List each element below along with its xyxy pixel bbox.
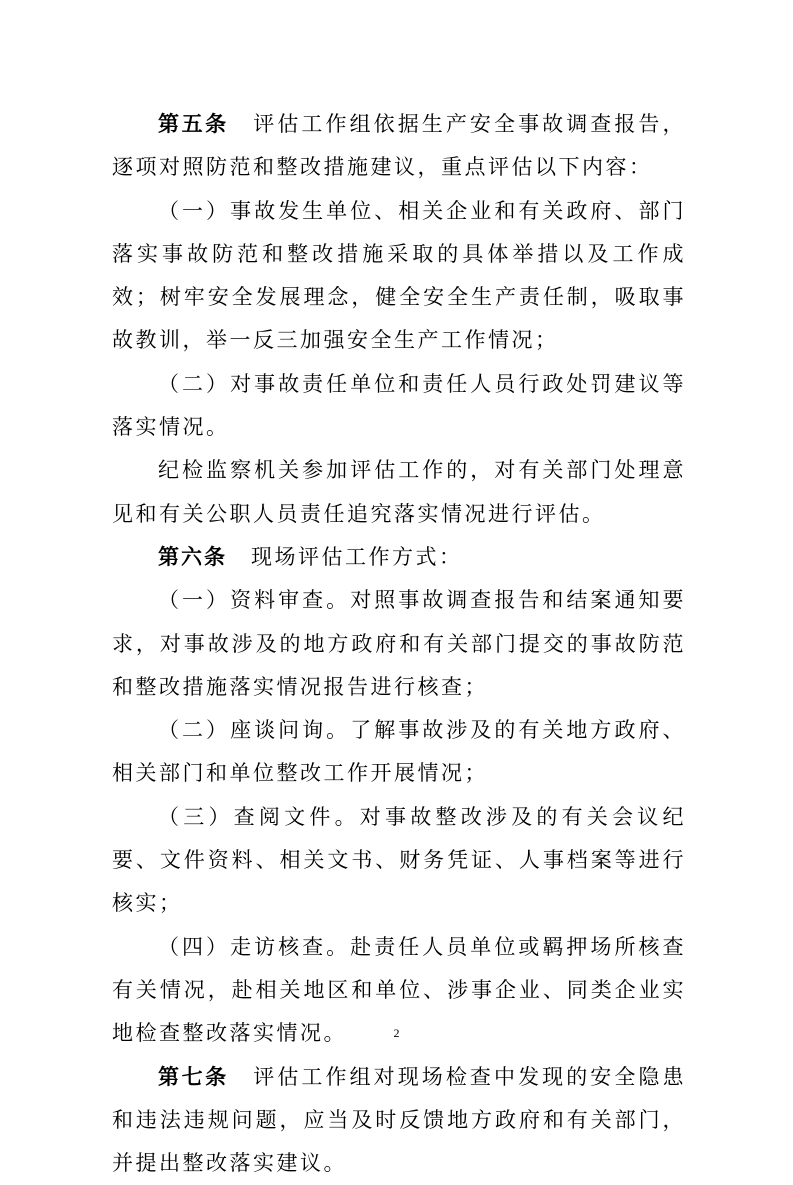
paragraph-text: （二）对事故责任单位和责任人员行政处罚建议等落实情况。 [112,371,686,440]
article-5-paragraph [112,103,686,190]
paragraph-text: （二）座谈问询。了解事故涉及的有关地方政府、相关部门和单位整改工作开展情况； [112,718,686,786]
paragraph-text: （三）查阅文件。对事故整改涉及的有关会议纪要、文件资料、相关文书、财务凭证、人事档案等进行核实； [112,804,686,916]
document-body [112,103,686,1185]
paragraph-text: 评估工作组对现场检查中发现的安全隐患和违法违规问题，应当及时反馈地方政府和有关部门，并提出整改落实建议。 [112,1064,687,1176]
paragraph-text: 评估工作组依据生产安全事故调查报告，逐项对照防范和整改措施建议，重点评估以下内容： [112,112,687,180]
article-6-item-1 [112,579,686,709]
article-heading: 第七条 [158,1064,229,1089]
paragraph-text: 现场评估工作方式： [251,544,463,569]
paragraph-text: 纪检监察机关参加评估工作的，对有关部门处理意见和有关公职人员责任追究落实情况进行评估。 [112,458,686,526]
article-heading: 第五条 [158,112,229,136]
article-7-paragraph [112,1056,686,1185]
article-6-item-3 [112,796,686,926]
article-5-supplement [112,449,686,536]
paragraph-text: （一）资料审查。对照事故调查报告和结案通知要求，对事故涉及的地方政府和有关部门提交的事故防范和整改措施落实情况报告进行核查； [112,588,686,699]
article-5-item-2 [112,363,686,450]
article-heading: 第六条 [158,544,227,569]
article-6-paragraph [112,536,686,579]
page-number: 2 [393,1026,400,1040]
article-5-item-1 [112,190,686,363]
paragraph-text: （四）走访核查。赴责任人员单位或羁押场所核查有关情况，赴相关地区和单位、涉事企业、同类企业实地检查整改落实情况。 [112,934,686,1046]
paragraph-text: （一）事故发生单位、相关企业和有关政府、部门落实事故防范和整改措施采取的具体举措以及工作成效；树牢安全发展理念，健全安全生产责任制，吸取事故教训，举一反三加强安全生产工作情况； [112,198,686,353]
article-6-item-2 [112,709,686,796]
